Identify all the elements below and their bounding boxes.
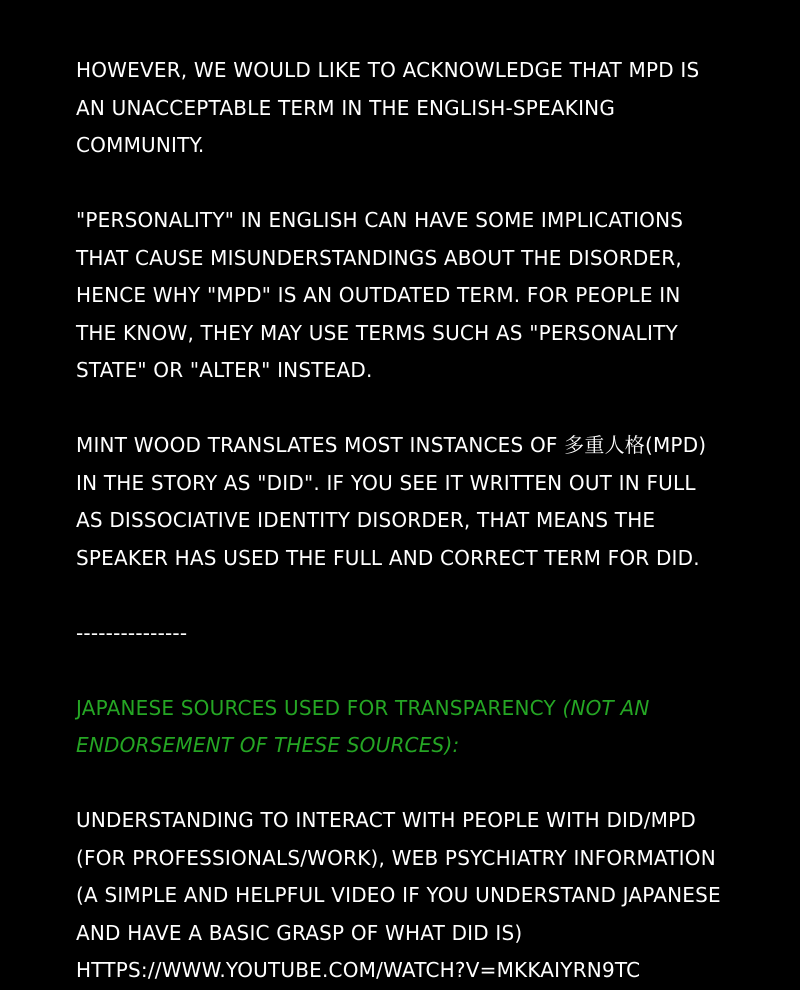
source-url-link[interactable]: HTTPS://WWW.YOUTUBE.COM/WATCH?V=MKKAIYRN9TC [76, 958, 641, 982]
sources-heading [76, 690, 726, 765]
spacer [76, 390, 726, 428]
translation-note-paragraph: MINT WOOD TRANSLATES MOST INSTANCES OF 多重人格(MPD) IN THE STORY AS "DID". IF YOU SEE IT WRITTEN OUT IN FULL AS DISSOCIATIVE IDENTITY DISORDER, THAT MEANS THE SPEAKER HAS USED THE FULL AND CORRECT TERM FOR DID. [76, 433, 707, 570]
spacer [76, 577, 726, 615]
personality-paragraph: "PERSONALITY" IN ENGLISH CAN HAVE SOME IMPLICATIONS THAT CAUSE MISUNDERSTANDINGS ABOUT THE DISORDER, HENCE WHY "MPD" IS AN OUTDATED TERM. FOR PEOPLE IN THE KNOW, THEY MAY USE TERMS SUCH AS "PERSONALITY STATE" OR "ALTER" INSTEAD. [76, 208, 684, 382]
spacer [76, 652, 726, 690]
section-divider: --------------- [76, 620, 188, 645]
source-entry [76, 802, 726, 990]
document-body [76, 52, 726, 990]
acknowledgement-paragraph: HOWEVER, WE WOULD LIKE TO ACKNOWLEDGE THAT MPD IS AN UNACCEPTABLE TERM IN THE ENGLISH-SPEAKING COMMUNITY. [76, 58, 700, 157]
spacer [76, 765, 726, 803]
source-description: UNDERSTANDING TO INTERACT WITH PEOPLE WITH DID/MPD (FOR PROFESSIONALS/WORK), WEB PSYCHIATRY INFORMATION (A SIMPLE AND HELPFUL VIDEO IF YOU UNDERSTAND JAPANESE AND HAVE A BASIC GRASP OF WHAT DID IS) [76, 808, 721, 945]
sources-heading-text: JAPANESE SOURCES USED FOR TRANSPARENCY [76, 695, 556, 720]
sources-heading-note: (NOT AN ENDORSEMENT OF THESE SOURCES): [76, 695, 650, 757]
spacer [76, 165, 726, 203]
